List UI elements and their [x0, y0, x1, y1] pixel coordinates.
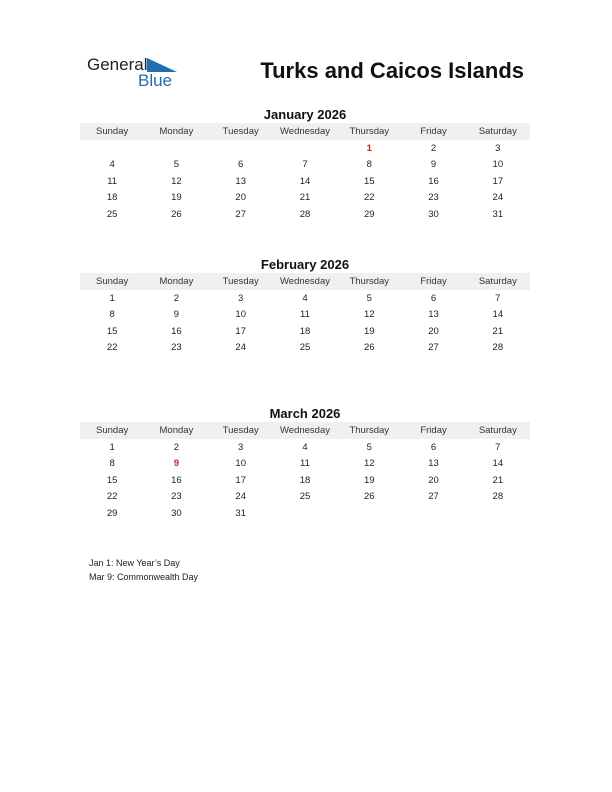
logo [87, 55, 187, 91]
day-cell: 23 [171, 342, 182, 354]
weekday-label: Thursday [349, 126, 390, 137]
day-cell: 4 [302, 292, 308, 304]
weekday-label: Wednesday [279, 425, 330, 436]
weekday-header [80, 273, 530, 290]
weekday-label: Sunday [96, 425, 129, 436]
holiday-note: Jan 1: New Year’s Day [89, 558, 180, 568]
day-cell: 19 [171, 192, 182, 204]
week-row [80, 472, 530, 489]
day-cell: 13 [428, 309, 439, 321]
day-cell: 24 [492, 192, 504, 204]
day-cell: 18 [106, 192, 118, 204]
day-cell: 6 [430, 441, 437, 453]
day-cell-holiday: 1 [366, 142, 372, 154]
day-cell: 28 [492, 342, 504, 354]
weekday-header [80, 123, 530, 140]
day-cell: 22 [106, 342, 118, 354]
day-cell: 24 [235, 342, 246, 354]
month-january [80, 106, 530, 223]
day-cell: 3 [495, 142, 501, 154]
day-cell: 14 [299, 175, 311, 187]
month-title: January 2026 [263, 107, 347, 122]
weekday-label: Friday [420, 425, 447, 436]
day-cell: 29 [363, 208, 375, 220]
day-cell: 12 [171, 175, 182, 187]
day-cell: 17 [235, 325, 246, 337]
day-cell: 4 [109, 159, 115, 171]
day-cell: 27 [428, 491, 439, 503]
weekday-label: Sunday [96, 276, 129, 287]
day-cell: 27 [235, 208, 246, 220]
day-cell: 18 [299, 474, 311, 486]
day-cell: 17 [492, 175, 504, 187]
weekday-label: Monday [159, 276, 194, 287]
holiday-notes [89, 556, 198, 584]
week-row [80, 157, 530, 174]
day-cell: 13 [235, 175, 246, 187]
day-cell: 21 [492, 474, 504, 486]
day-cell: 22 [363, 192, 375, 204]
day-cell: 8 [109, 458, 115, 470]
day-cell: 27 [428, 342, 439, 354]
day-cell: 22 [106, 491, 118, 503]
day-cell: 5 [366, 292, 372, 304]
page-title: Turks and Caicos Islands [260, 58, 524, 83]
week-row [80, 307, 530, 324]
day-cell: 15 [106, 474, 118, 486]
month-title: March 2026 [269, 406, 341, 421]
day-cell: 2 [173, 292, 180, 304]
day-cell: 9 [430, 159, 437, 171]
day-cell: 18 [299, 325, 311, 337]
logo-flag-icon [147, 58, 177, 72]
weekday-label: Saturday [478, 425, 517, 436]
week-row [80, 439, 530, 456]
day-cell: 3 [238, 292, 244, 304]
weekday-label: Monday [159, 126, 194, 137]
weekday-label: Tuesday [222, 276, 259, 287]
day-cell: 11 [300, 458, 310, 470]
month-march [80, 405, 530, 522]
day-cell: 3 [238, 441, 244, 453]
day-cell: 15 [363, 175, 375, 187]
day-cell: 2 [173, 441, 180, 453]
day-cell-holiday: 9 [173, 458, 180, 470]
day-cell: 8 [109, 309, 115, 321]
weekday-label: Monday [159, 425, 194, 436]
weekday-label: Friday [420, 126, 447, 137]
month-february [80, 256, 530, 356]
day-cell: 2 [430, 142, 437, 154]
day-cell: 26 [171, 208, 182, 220]
day-cell: 7 [495, 441, 501, 453]
day-cell: 24 [235, 491, 246, 503]
day-cell: 10 [492, 159, 504, 171]
day-cell: 16 [428, 175, 439, 187]
holiday-note: Mar 9: Commonwealth Day [89, 572, 199, 582]
day-cell: 6 [430, 292, 437, 304]
day-cell: 16 [171, 325, 182, 337]
day-cell: 12 [363, 458, 375, 470]
day-cell: 11 [107, 175, 118, 187]
day-cell: 7 [495, 292, 501, 304]
week-row [80, 206, 530, 223]
day-cell: 6 [238, 159, 244, 171]
day-cell: 31 [235, 507, 246, 519]
day-cell: 25 [299, 342, 311, 354]
day-cell: 9 [173, 309, 180, 321]
day-cell: 5 [173, 159, 180, 171]
day-cell: 8 [366, 159, 372, 171]
week-row [80, 190, 530, 207]
day-cell: 29 [106, 507, 118, 519]
day-cell: 19 [363, 325, 375, 337]
day-cell: 13 [428, 458, 439, 470]
day-cell: 1 [109, 441, 115, 453]
week-row [80, 173, 530, 190]
weekday-label: Wednesday [279, 276, 330, 287]
weekday-label: Friday [420, 276, 447, 287]
week-row [80, 456, 530, 473]
day-cell: 15 [106, 325, 118, 337]
day-cell: 14 [492, 309, 504, 321]
day-cell: 25 [299, 491, 311, 503]
weekday-label: Saturday [478, 276, 517, 287]
week-row [80, 140, 530, 157]
day-cell: 30 [171, 507, 182, 519]
day-cell: 7 [302, 159, 308, 171]
day-cell: 10 [235, 458, 246, 470]
day-cell: 20 [428, 474, 439, 486]
weekday-label: Tuesday [222, 126, 259, 137]
day-cell: 26 [363, 342, 375, 354]
weekday-header [80, 422, 530, 439]
day-cell: 17 [235, 474, 246, 486]
day-cell: 26 [363, 491, 375, 503]
day-cell: 10 [235, 309, 246, 321]
day-cell: 25 [106, 208, 118, 220]
day-cell: 21 [299, 192, 311, 204]
day-cell: 11 [300, 309, 310, 321]
week-row [80, 489, 530, 506]
day-cell: 20 [428, 325, 439, 337]
logo-text-general: General [87, 55, 148, 74]
logo-text-blue: Blue [138, 71, 173, 90]
week-row [80, 505, 530, 522]
day-cell: 23 [428, 192, 439, 204]
day-cell: 12 [363, 309, 375, 321]
day-cell: 14 [492, 458, 504, 470]
day-cell: 30 [428, 208, 439, 220]
month-title: February 2026 [260, 257, 350, 272]
day-cell: 1 [109, 292, 115, 304]
day-cell: 19 [363, 474, 375, 486]
day-cell: 23 [171, 491, 182, 503]
day-cell: 21 [492, 325, 504, 337]
weekday-label: Sunday [96, 126, 129, 137]
day-cell: 16 [171, 474, 182, 486]
weekday-label: Thursday [349, 276, 390, 287]
day-cell: 5 [366, 441, 372, 453]
day-cell: 20 [235, 192, 246, 204]
weekday-label: Saturday [478, 126, 517, 137]
day-cell: 4 [302, 441, 308, 453]
week-row [80, 290, 530, 307]
weekday-label: Tuesday [222, 425, 259, 436]
day-cell: 31 [492, 208, 504, 220]
week-row [80, 323, 530, 340]
weekday-label: Thursday [349, 425, 390, 436]
weekday-label: Wednesday [279, 126, 330, 137]
week-row [80, 340, 530, 357]
day-cell: 28 [299, 208, 311, 220]
day-cell: 28 [492, 491, 504, 503]
